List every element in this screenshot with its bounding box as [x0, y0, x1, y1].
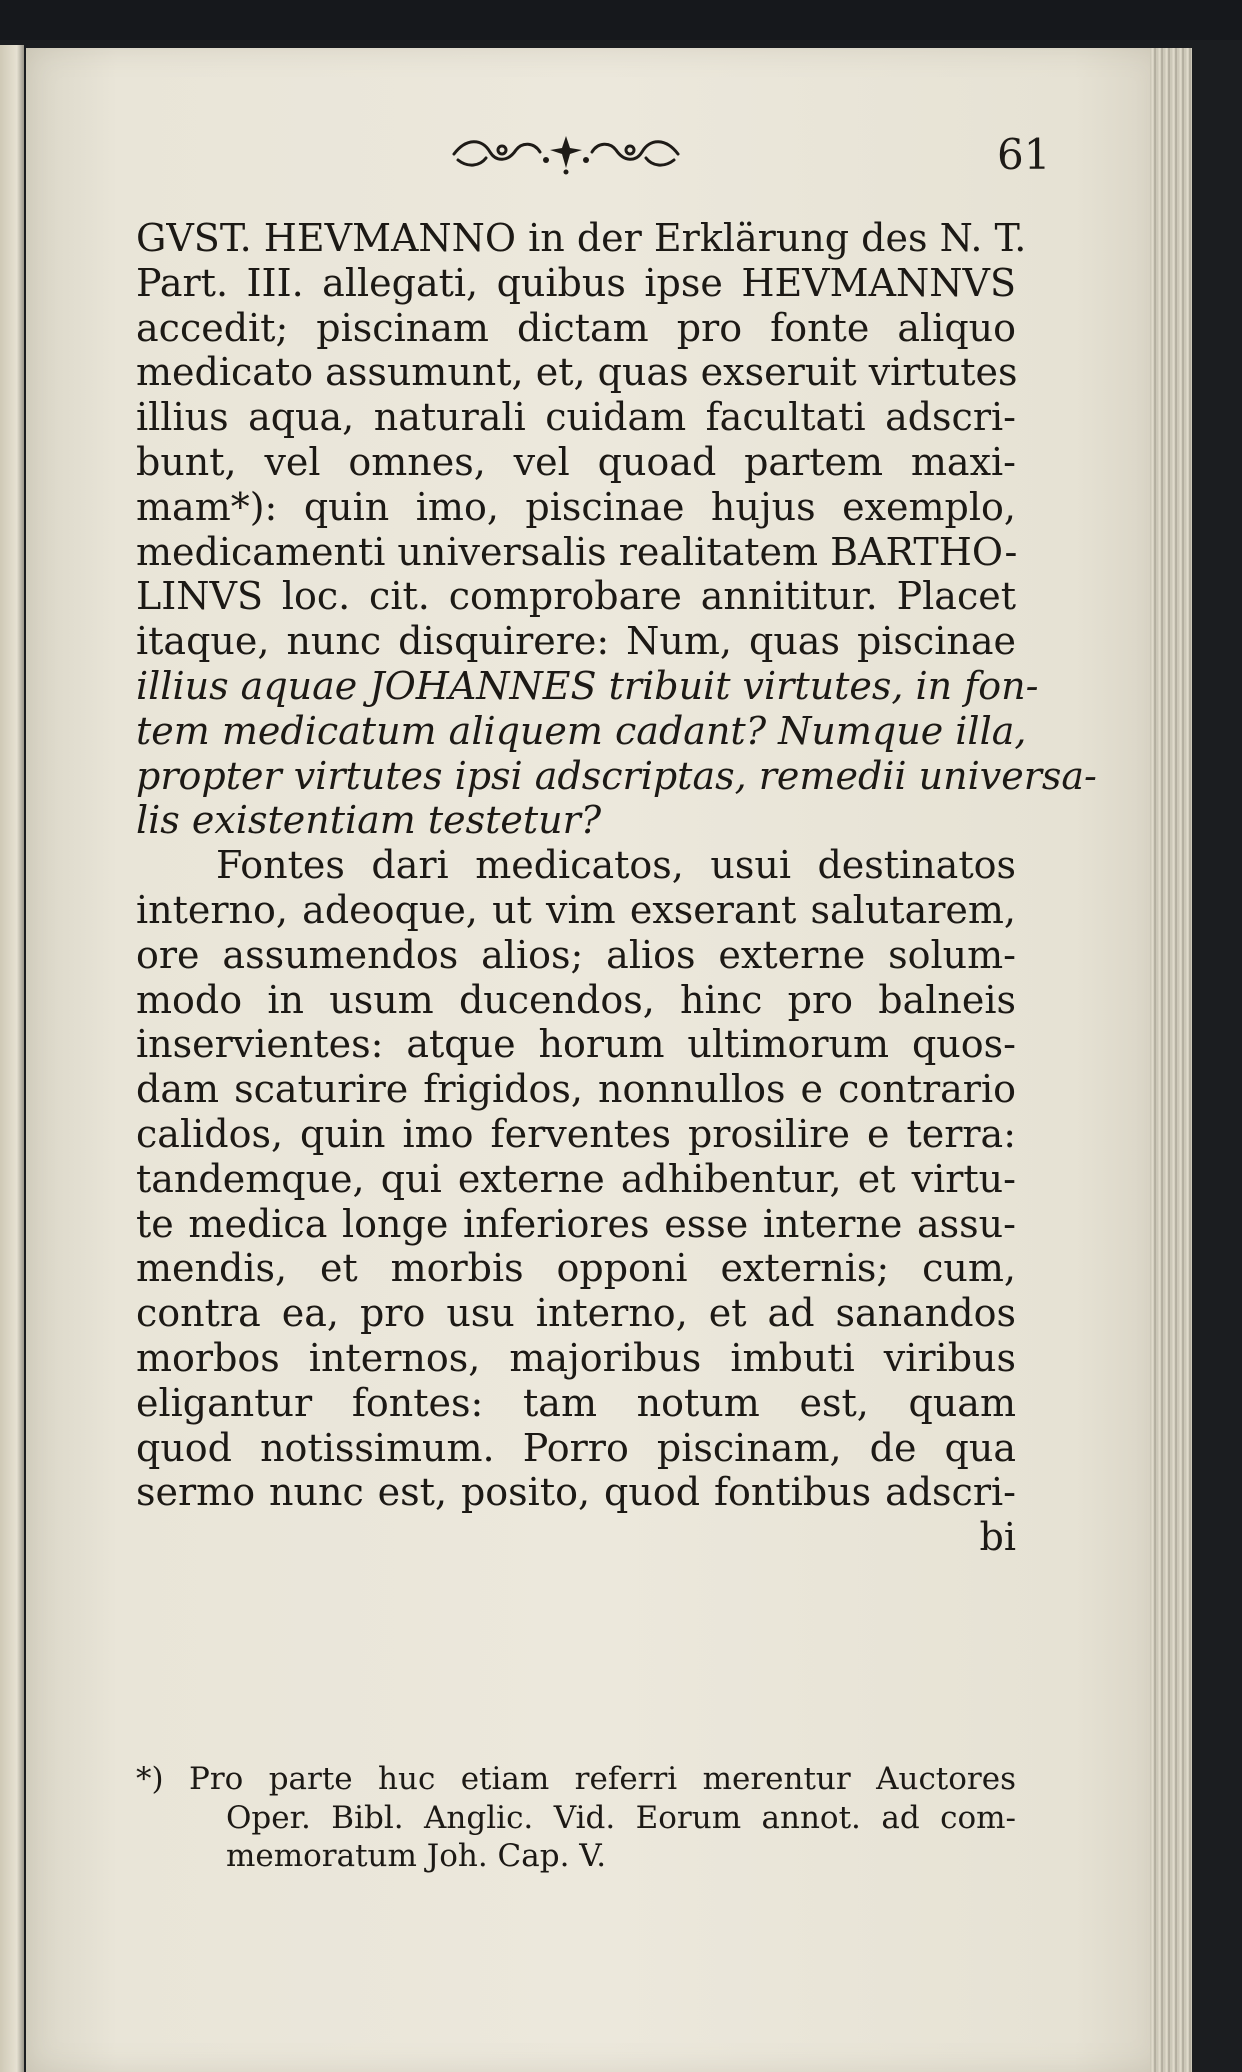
- text-line: modo in usum ducendos, hinc pro balneis: [136, 977, 1016, 1022]
- text-line: LINVS loc. cit. comprobare annititur. Placet: [136, 574, 1016, 619]
- catchword: bi: [979, 1515, 1016, 1560]
- text-line: mam*): quin imo, piscinae hujus exemplo,: [136, 484, 1016, 529]
- footnote-line: memoratum Joh. Cap. V.: [226, 1838, 607, 1874]
- footnote-line: *) Pro parte huc etiam referri merentur Auctores: [136, 1761, 1016, 1797]
- footnote: [136, 1760, 1016, 1876]
- page-edges: [1150, 48, 1192, 2072]
- text-line: quod notissimum. Porro piscinam, de qua: [136, 1425, 1016, 1470]
- page-number: 61: [997, 130, 1051, 179]
- text-line: dam scaturire frigidos, nonnullos e contrario: [136, 1067, 1016, 1112]
- text-line: ore assumendos alios; alios externe solum-: [136, 932, 1016, 977]
- body-text: [136, 216, 1097, 1560]
- text-line: morbos internos, majoribus imbuti viribus: [136, 1335, 1016, 1380]
- text-line: tandemque, qui externe adhibentur, et virtu-: [136, 1156, 1016, 1201]
- text-line: te medica longe inferiores esse interne assu-: [136, 1201, 1016, 1246]
- text-line: calidos, quin imo ferventes prosilire e terra:: [136, 1111, 1016, 1156]
- printer-ornament-icon: [446, 130, 686, 180]
- text-line: GVST. HEVMANNO in der Erklärung des N. T.: [136, 216, 1027, 260]
- footnote-line: Oper. Bibl. Anglic. Vid. Eorum annot. ad com-: [226, 1799, 1016, 1836]
- text-line: interno, adeoque, ut vim exserant salutarem,: [136, 887, 1016, 932]
- text-line: illius aqua, naturali cuidam facultati adscri-: [136, 395, 1016, 440]
- text-line: contra ea, pro usu interno, et ad sanandos: [136, 1291, 1016, 1336]
- text-line: propter virtutes ipsi adscriptas, remedii universa-: [136, 753, 1097, 798]
- text-line: tem medicatum aliquem cadant? Numque illa,: [136, 708, 1027, 753]
- facing-page-edge: [0, 45, 24, 2072]
- text-line: sermo nunc est, posito, quod fontibus adscri-: [136, 1470, 1016, 1515]
- text-line: bunt, vel omnes, vel quoad partem maxi-: [136, 439, 1016, 484]
- text-line: medicato assumunt, et, quas exseruit virtutes: [136, 350, 1018, 395]
- text-line: mendis, et morbis opponi externis; cum,: [136, 1246, 1016, 1291]
- text-line: Part. III. allegati, quibus ipse HEVMANNVS: [136, 260, 1016, 305]
- text-line: accedit; piscinam dictam pro fonte aliquo: [136, 305, 1016, 350]
- text-line: itaque, nunc disquirere: Num, quas piscinae: [136, 619, 1016, 664]
- text-line: illius aquae JOHANNES tribuit virtutes, in fon-: [136, 663, 1039, 708]
- text-line: lis existentiam testetur?: [136, 798, 602, 843]
- text-line: eligantur fontes: tam notum est, quam: [136, 1380, 1016, 1425]
- text-line: Fontes dari medicatos, usui destinatos: [216, 843, 1016, 888]
- text-line: medicamenti universalis realitatem BARTHO-: [136, 529, 1018, 574]
- text-line: inservientes: atque horum ultimorum quos-: [136, 1022, 1016, 1067]
